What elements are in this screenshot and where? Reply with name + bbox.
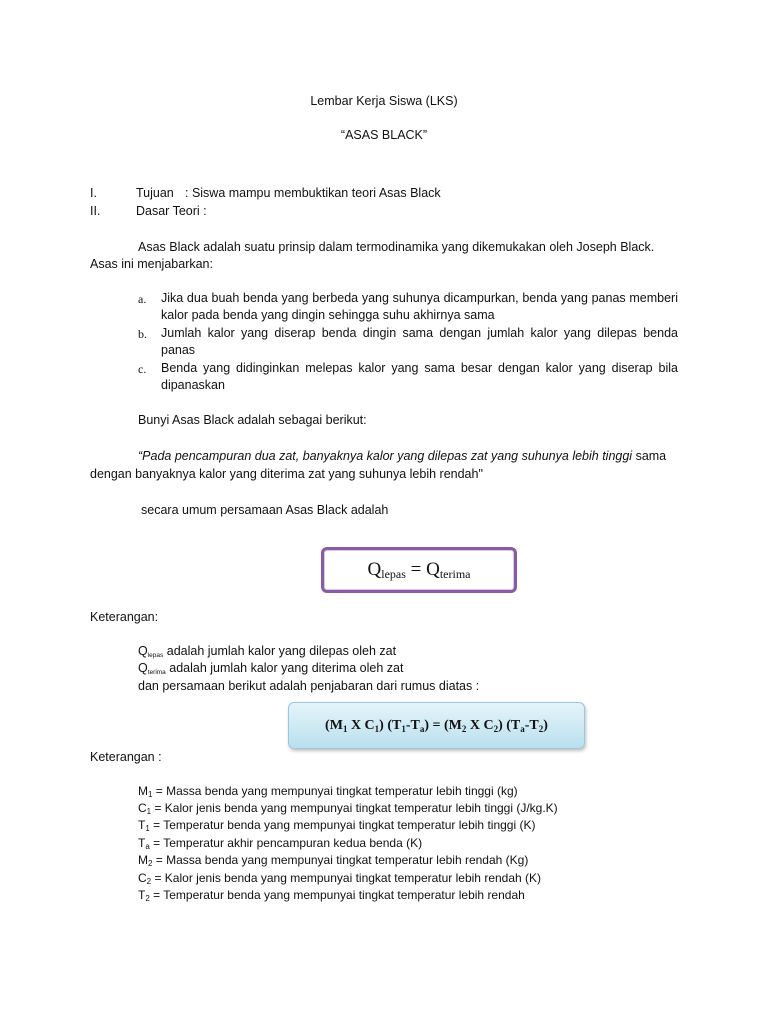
formula-box-primary [321, 547, 517, 593]
formula-sub-terima: terima [439, 566, 471, 581]
formula-expanded: ($M_1$ X $C_1$) $(T_1-T_a) = (M_2$ X $C_2$) $(T_a-T_2)$ [325, 717, 548, 734]
list-item: M1 = Massa benda yang mempunyai tingkat temperatur lebih tinggi (kg) [138, 784, 518, 799]
q-symbol: Q [138, 661, 148, 675]
list-item: T2 = Temperatur benda yang mempunyai tingkat temperatur lebih rendah [138, 888, 525, 903]
keterangan-2-title: Keterangan : [90, 750, 162, 764]
bunyi-quote-rest: sama [632, 449, 667, 463]
formula-equals-q: = Q [405, 558, 440, 580]
intro-line-1: Asas Black adalah suatu prinsip dalam termodinamika yang dikemukakan oleh Joseph Black. [138, 240, 655, 254]
keterangan-1-title: Keterangan: [90, 610, 159, 624]
list-item-text: Benda yang didinginkan melepas kalor yang sama besar dengan kalor yang diserap bila dipanaskan [161, 361, 678, 392]
formula-q-symbol: Q [367, 558, 382, 580]
bunyi-quote-line-1 [138, 449, 666, 463]
q-subscript: terima [147, 669, 166, 676]
document-subtitle: “ASAS BLACK” [340, 128, 428, 142]
formula-primary [368, 559, 471, 582]
section-2-label: Dasar Teori : [136, 204, 207, 218]
section-1-label: Tujuan [136, 186, 174, 200]
section-1-number: I. [90, 186, 97, 200]
list-item: M2 = Massa benda yang mempunyai tingkat temperatur lebih rendah (Kg) [138, 853, 529, 868]
list-item: Ta = Temperatur akhir pencampuran kedua benda (K) [138, 836, 423, 851]
list-item-label: a. [138, 292, 147, 306]
formula-sub-lepas: lepas [381, 566, 406, 581]
q-lepas-definition [138, 644, 396, 659]
list-item-label: b. [138, 327, 147, 341]
list-item-text: Jumlah kalor yang diserap benda dingin sama dengan jumlah kalor yang dilepas benda panas [161, 326, 678, 357]
document-title: Lembar Kerja Siswa (LKS) [310, 94, 458, 108]
bunyi-quote-italic: “Pada pencampuran dua zat, banyaknya kalor yang dilepas zat yang suhunya lebih tinggi [138, 449, 633, 463]
list-item-label: c. [138, 362, 147, 376]
derivation-intro: dan persamaan berikut adalah penjabaran dari rumus diatas : [138, 679, 480, 693]
equation-intro: secara umum persamaan Asas Black adalah [141, 503, 389, 517]
list-item-text: Jika dua buah benda yang berbeda yang suhunya dicampurkan, benda yang panas memberi kalor pada benda yang dingin sehingga suhu akhirnya sama [161, 291, 678, 322]
section-2-number: II. [90, 204, 101, 218]
section-1-text: : Siswa mampu membuktikan teori Asas Black [185, 186, 441, 200]
formula-box-expanded [288, 702, 585, 749]
list-item: C2 = Kalor jenis benda yang mempunyai tingkat temperatur lebih rendah (K) [138, 871, 542, 886]
q-symbol: Q [138, 644, 148, 658]
q-terima-definition [138, 661, 403, 676]
list-item: C1 = Kalor jenis benda yang mempunyai tingkat temperatur lebih tinggi (J/kg.K) [138, 801, 558, 816]
q-subscript: lepas [147, 652, 164, 659]
intro-line-2: Asas ini menjabarkan: [90, 257, 213, 271]
definition-text: adalah jumlah kalor yang diterima oleh zat [165, 661, 404, 675]
bunyi-intro: Bunyi Asas Black adalah sebagai berikut: [138, 413, 367, 427]
definition-text: adalah jumlah kalor yang dilepas oleh zat [163, 644, 397, 658]
bunyi-quote-line-2: dengan banyaknya kalor yang diterima zat yang suhunya lebih rendah" [90, 467, 483, 481]
list-item: T1 = Temperatur benda yang mempunyai tingkat temperatur lebih tinggi (K) [138, 818, 536, 833]
